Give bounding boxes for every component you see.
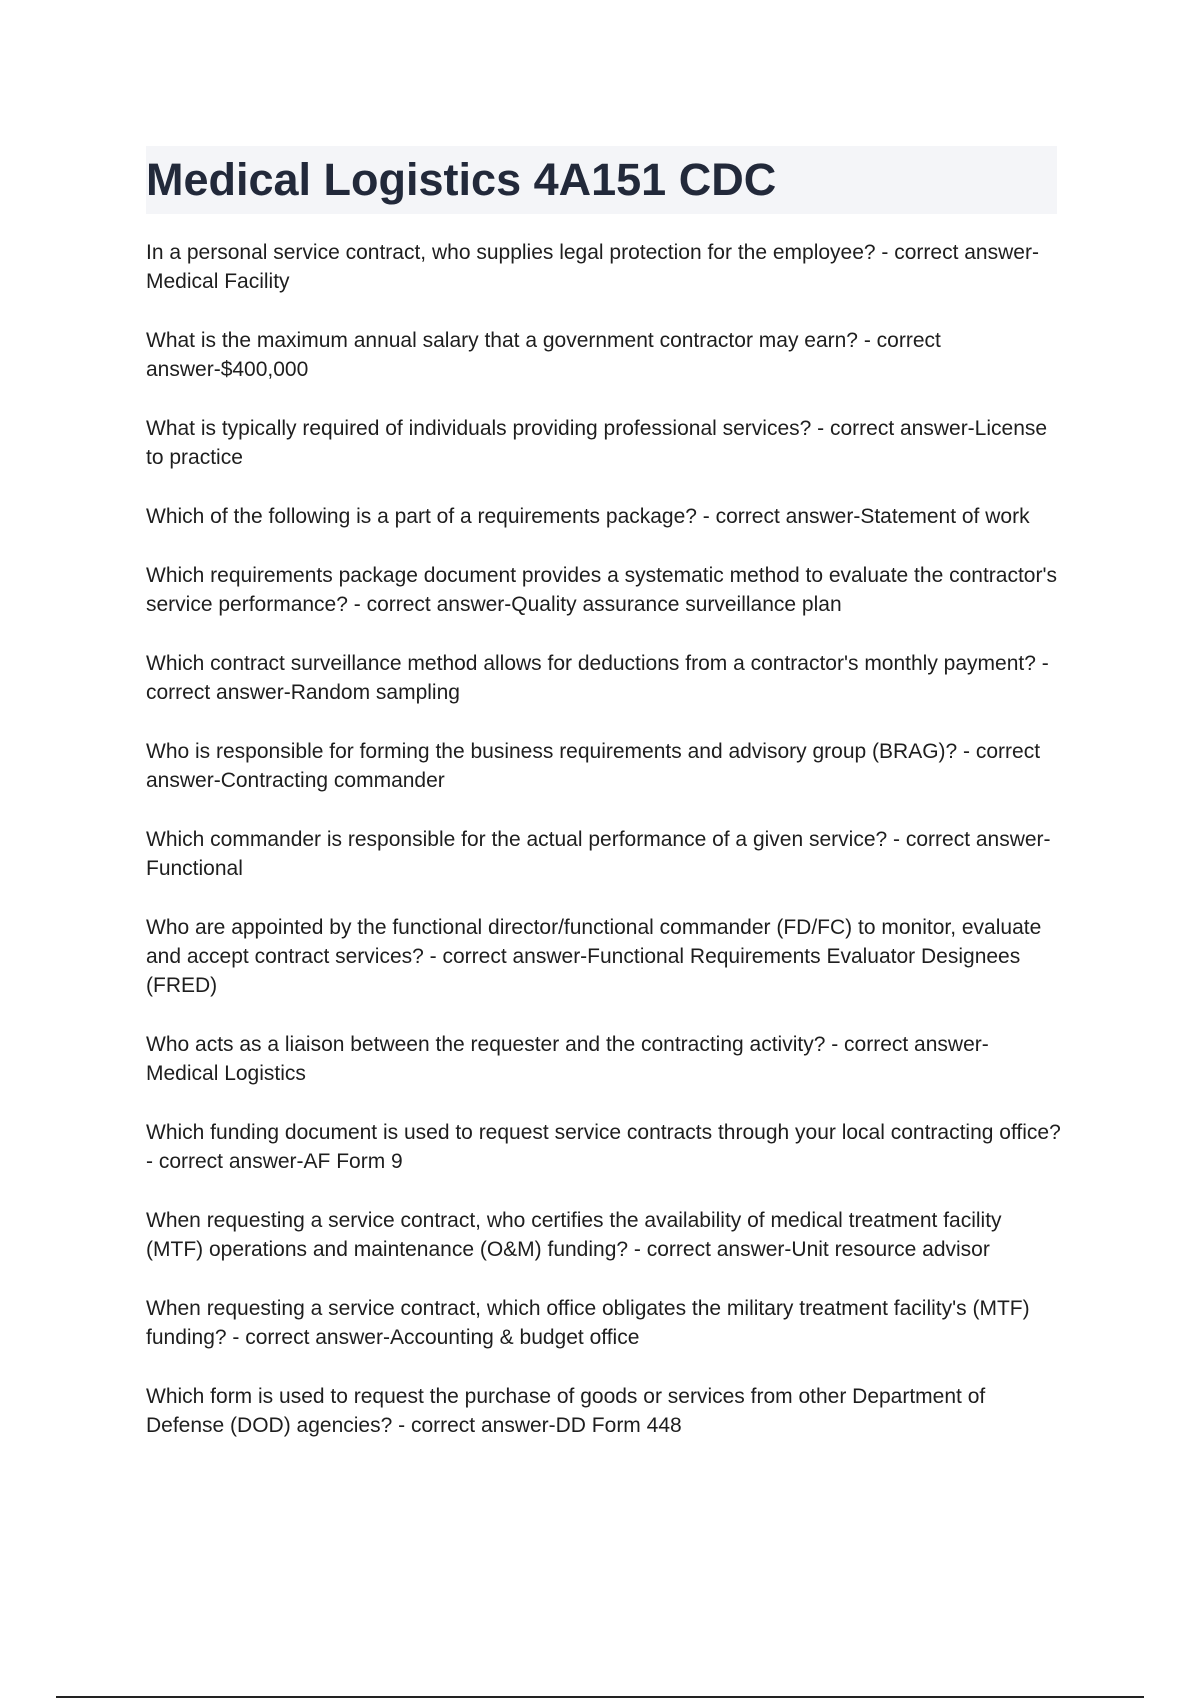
qa-item: What is the maximum annual salary that a government contractor may earn? - correct answer-$400,000 — [146, 329, 941, 381]
qa-item: Which of the following is a part of a requirements package? - correct answer-Statement of work — [146, 505, 1030, 528]
qa-item: What is typically required of individuals providing professional services? - correct answer-License to practice — [146, 417, 1048, 469]
qa-item: Who acts as a liaison between the requester and the contracting activity? - correct answer-Medical Logistics — [146, 1033, 989, 1085]
qa-list — [146, 238, 1061, 1470]
document-title: Medical Logistics 4A151 CDC — [146, 154, 777, 205]
qa-item: Which commander is responsible for the actual performance of a given service? - correct answer-Functional — [146, 828, 1051, 880]
qa-item: Who are appointed by the functional director/functional commander (FD/FC) to monitor, evaluate and accept contract services? - correct answer-Functional Requirements Evaluator Designees (FRED) — [146, 916, 1042, 997]
qa-item: In a personal service contract, who supplies legal protection for the employee? - correct answer-Medical Facility — [146, 241, 1039, 293]
qa-item: Who is responsible for forming the business requirements and advisory group (BRAG)? - correct answer-Contracting commander — [146, 740, 1041, 792]
qa-item: Which contract surveillance method allows for deductions from a contractor's monthly payment? - correct answer-Random sampling — [146, 652, 1049, 704]
qa-item: Which funding document is used to request service contracts through your local contracting office? - correct answer-AF Form 9 — [146, 1121, 1061, 1173]
title-band — [146, 146, 1057, 214]
qa-item: Which form is used to request the purchase of goods or services from other Department of Defense (DOD) agencies? - correct answer-DD Form 448 — [146, 1385, 986, 1437]
qa-item: Which requirements package document provides a systematic method to evaluate the contractor's service performance? - correct answer-Quality assurance surveillance plan — [146, 564, 1057, 616]
footer-divider — [56, 1696, 1144, 1698]
qa-item: When requesting a service contract, who certifies the availability of medical treatment facility (MTF) operations and maintenance (O&M) funding? - correct answer-Unit resource advisor — [146, 1209, 1002, 1261]
qa-item: When requesting a service contract, which office obligates the military treatment facility's (MTF) funding? - correct answer-Accounting & budget office — [146, 1297, 1030, 1349]
